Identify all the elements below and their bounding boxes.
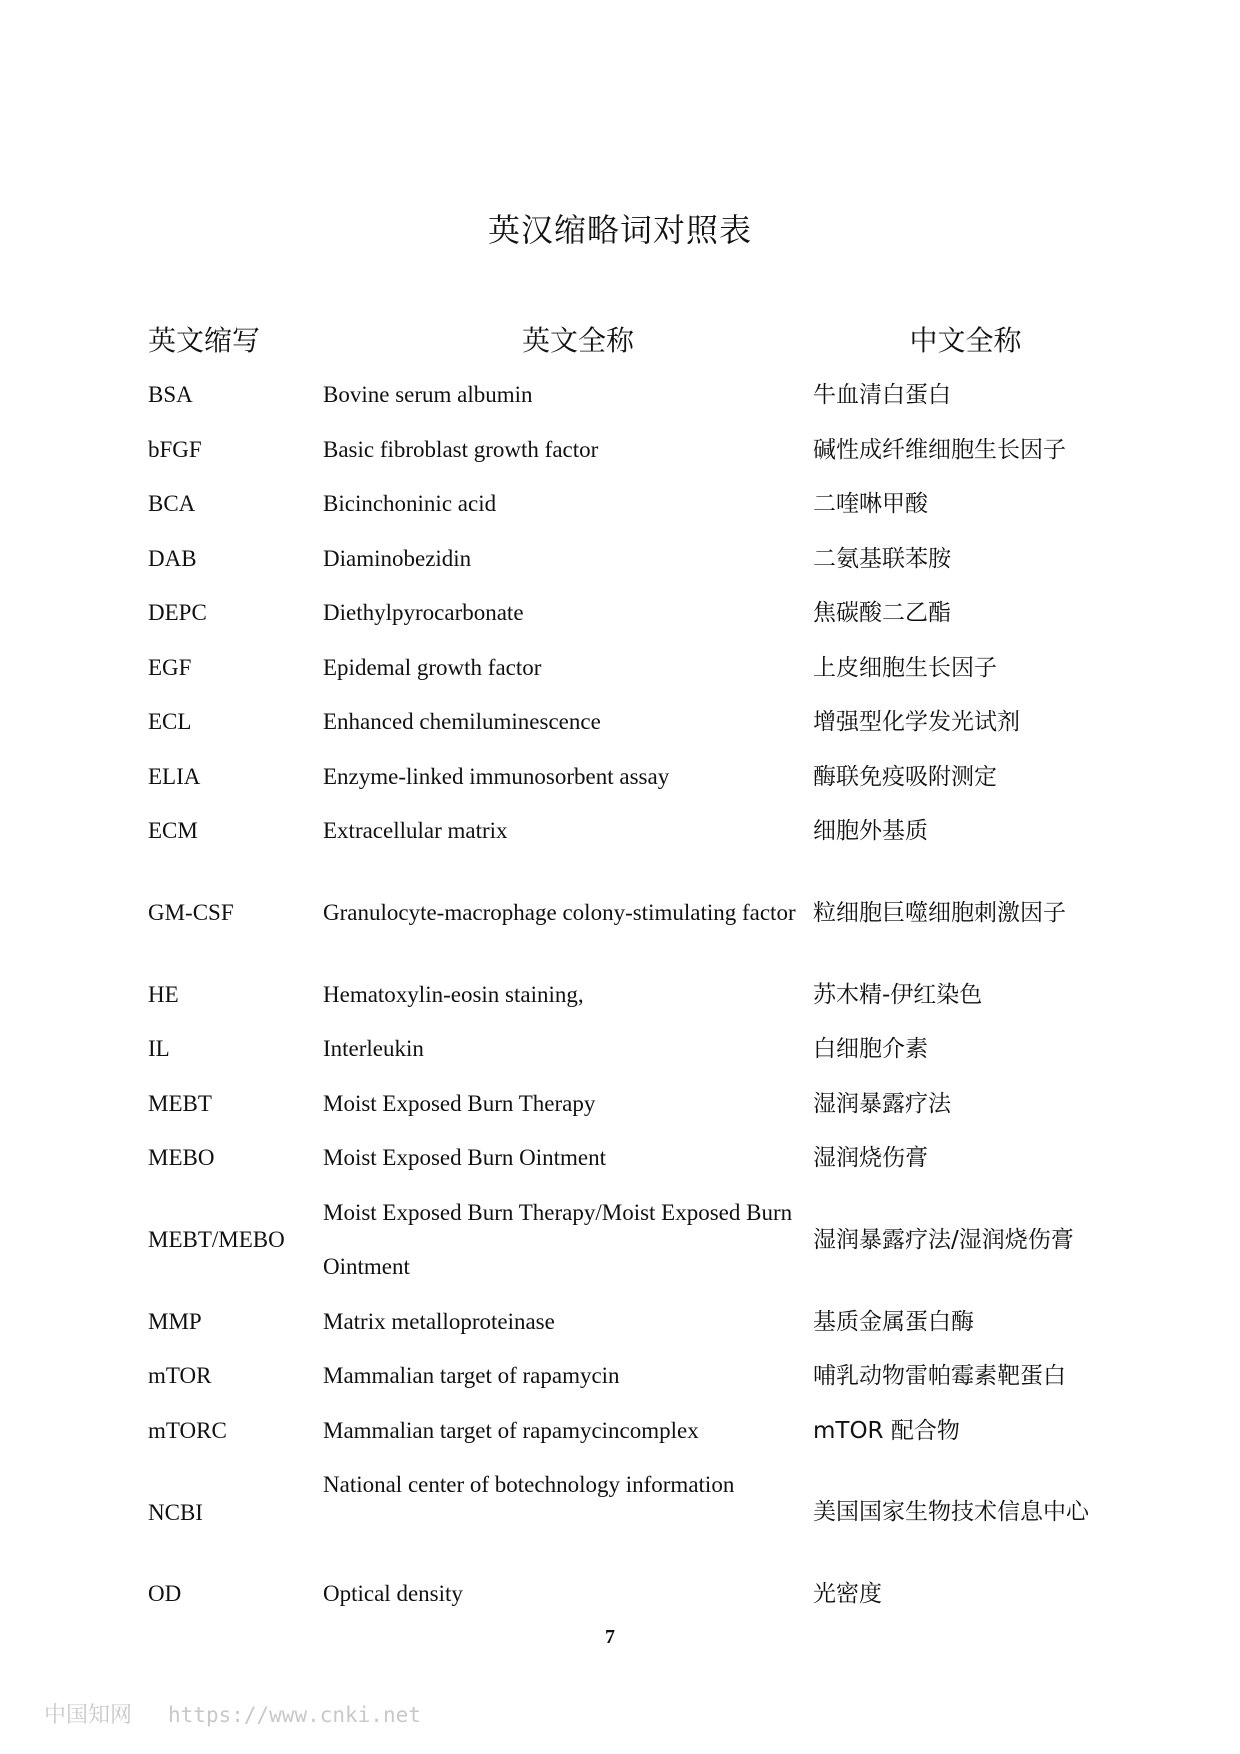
abbr-cell: DAB bbox=[148, 545, 197, 571]
full-cn-cell: 二喹啉甲酸 bbox=[813, 491, 928, 517]
full-en-cell: Extracellular matrix bbox=[323, 818, 508, 843]
full-en-cell: National center of botechnology information bbox=[323, 1472, 735, 1497]
table-row bbox=[148, 641, 1108, 696]
full-en-cell: Bicinchoninic acid bbox=[323, 491, 497, 516]
full-en-cell: Matrix metalloproteinase bbox=[323, 1308, 555, 1334]
abbr-cell: GM-CSF bbox=[148, 900, 234, 925]
full-en-cell: Enzyme-linked immunosorbent assay bbox=[323, 763, 670, 789]
table-row bbox=[148, 750, 1108, 805]
abbr-cell: mTORC bbox=[148, 1417, 227, 1443]
abbr-cell: bFGF bbox=[148, 436, 202, 462]
full-en-cell: Interleukin bbox=[323, 1036, 424, 1061]
full-cn-cell: 酶联免疫吸附测定 bbox=[813, 763, 997, 790]
full-cn-cell: 白细胞介素 bbox=[813, 1036, 928, 1062]
watermark-url: https://www.cnki.net bbox=[168, 1703, 421, 1727]
full-en-cell: Diaminobezidin bbox=[323, 545, 472, 571]
full-cn-cell: 苏木精-伊红染色 bbox=[813, 981, 983, 1008]
full-cn-cell: 基质金属蛋白酶 bbox=[813, 1308, 974, 1335]
full-cn-cell: 细胞外基质 bbox=[813, 818, 928, 844]
table-row bbox=[148, 695, 1108, 750]
table-row bbox=[148, 1349, 1108, 1404]
table-row bbox=[148, 1186, 1108, 1295]
full-cn-cell: 哺乳动物雷帕霉素靶蛋白 bbox=[813, 1363, 1066, 1389]
full-cn-cell: 湿润暴露疗法/湿润烧伤膏 bbox=[813, 1226, 1074, 1253]
abbr-cell: DEPC bbox=[148, 600, 207, 626]
full-cn-cell: 二氨基联苯胺 bbox=[813, 545, 951, 572]
full-en-cell: Moist Exposed Burn Ointment bbox=[323, 1145, 607, 1170]
full-en-cell: Moist Exposed Burn Therapy/Moist Exposed Burn Ointment bbox=[323, 1199, 793, 1279]
table-row bbox=[148, 1077, 1108, 1132]
header-full-en: 英文全称 bbox=[521, 324, 634, 357]
abbr-cell: OD bbox=[148, 1581, 182, 1607]
full-en-cell: Optical density bbox=[323, 1581, 463, 1606]
table-row bbox=[148, 1295, 1108, 1350]
watermark bbox=[44, 1698, 421, 1729]
table-row bbox=[148, 368, 1108, 423]
full-en-cell: Enhanced chemiluminescence bbox=[323, 709, 601, 734]
full-en-cell: Granulocyte-macrophage colony-stimulating factor bbox=[323, 899, 796, 925]
page-number: 7 bbox=[605, 1626, 615, 1648]
full-cn-cell: 牛血清白蛋白 bbox=[813, 382, 951, 408]
abbr-cell: EGF bbox=[148, 654, 192, 680]
abbr-cell: MEBT/MEBO bbox=[148, 1227, 285, 1252]
full-cn-cell: 湿润烧伤膏 bbox=[813, 1145, 928, 1171]
table-row bbox=[148, 804, 1108, 859]
table-row bbox=[148, 586, 1108, 641]
table-row bbox=[148, 859, 1108, 968]
table-header bbox=[148, 310, 1108, 368]
table-row bbox=[148, 423, 1108, 478]
table-row bbox=[148, 1404, 1108, 1459]
full-cn-cell: mTOR 配合物 bbox=[813, 1417, 960, 1444]
abbr-cell: ECL bbox=[148, 709, 192, 735]
full-en-cell: Basic fibroblast growth factor bbox=[323, 436, 599, 462]
full-cn-cell: 上皮细胞生长因子 bbox=[813, 654, 997, 681]
page-title: 英汉缩略词对照表 bbox=[487, 211, 752, 249]
abbr-cell: ECM bbox=[148, 818, 198, 844]
header-full-cn: 中文全称 bbox=[909, 324, 1022, 357]
full-cn-cell: 湿润暴露疗法 bbox=[813, 1090, 951, 1117]
abbr-cell: BSA bbox=[148, 382, 193, 408]
full-cn-cell: 美国国家生物技术信息中心 bbox=[813, 1499, 1089, 1526]
table-row bbox=[148, 1131, 1108, 1186]
full-cn-cell: 增强型化学发光试剂 bbox=[813, 709, 1020, 735]
abbr-cell: BCA bbox=[148, 491, 196, 517]
table-row bbox=[148, 968, 1108, 1023]
table-row bbox=[148, 477, 1108, 532]
abbr-cell: mTOR bbox=[148, 1363, 212, 1389]
abbr-cell: IL bbox=[148, 1036, 170, 1062]
header-abbr: 英文缩写 bbox=[148, 324, 261, 357]
table-row bbox=[148, 532, 1108, 587]
full-cn-cell: 碱性成纤维细胞生长因子 bbox=[813, 436, 1066, 463]
full-en-cell: Moist Exposed Burn Therapy bbox=[323, 1090, 596, 1116]
full-cn-cell: 光密度 bbox=[813, 1581, 882, 1607]
table-row bbox=[148, 1458, 1108, 1567]
abbr-cell: HE bbox=[148, 981, 179, 1007]
full-en-cell: Hematoxylin-eosin staining, bbox=[323, 981, 584, 1007]
abbr-cell: MEBT bbox=[148, 1090, 212, 1116]
full-cn-cell: 焦碳酸二乙酯 bbox=[813, 600, 951, 626]
full-en-cell: Mammalian target of rapamycincomplex bbox=[323, 1417, 699, 1443]
table-row bbox=[148, 1567, 1108, 1622]
abbr-cell: MEBO bbox=[148, 1145, 215, 1171]
abbr-cell: ELIA bbox=[148, 763, 201, 789]
full-en-cell: Mammalian target of rapamycin bbox=[323, 1363, 620, 1388]
watermark-brand: 中国知网 bbox=[44, 1703, 133, 1728]
abbr-cell: MMP bbox=[148, 1308, 202, 1334]
full-en-cell: Bovine serum albumin bbox=[323, 382, 533, 407]
full-en-cell: Epidemal growth factor bbox=[323, 654, 542, 680]
abbreviation-table bbox=[148, 310, 1108, 1622]
full-cn-cell: 粒细胞巨噬细胞刺激因子 bbox=[813, 899, 1066, 926]
abbr-cell: NCBI bbox=[148, 1499, 203, 1525]
full-en-cell: Diethylpyrocarbonate bbox=[323, 600, 524, 625]
table-row bbox=[148, 1022, 1108, 1077]
